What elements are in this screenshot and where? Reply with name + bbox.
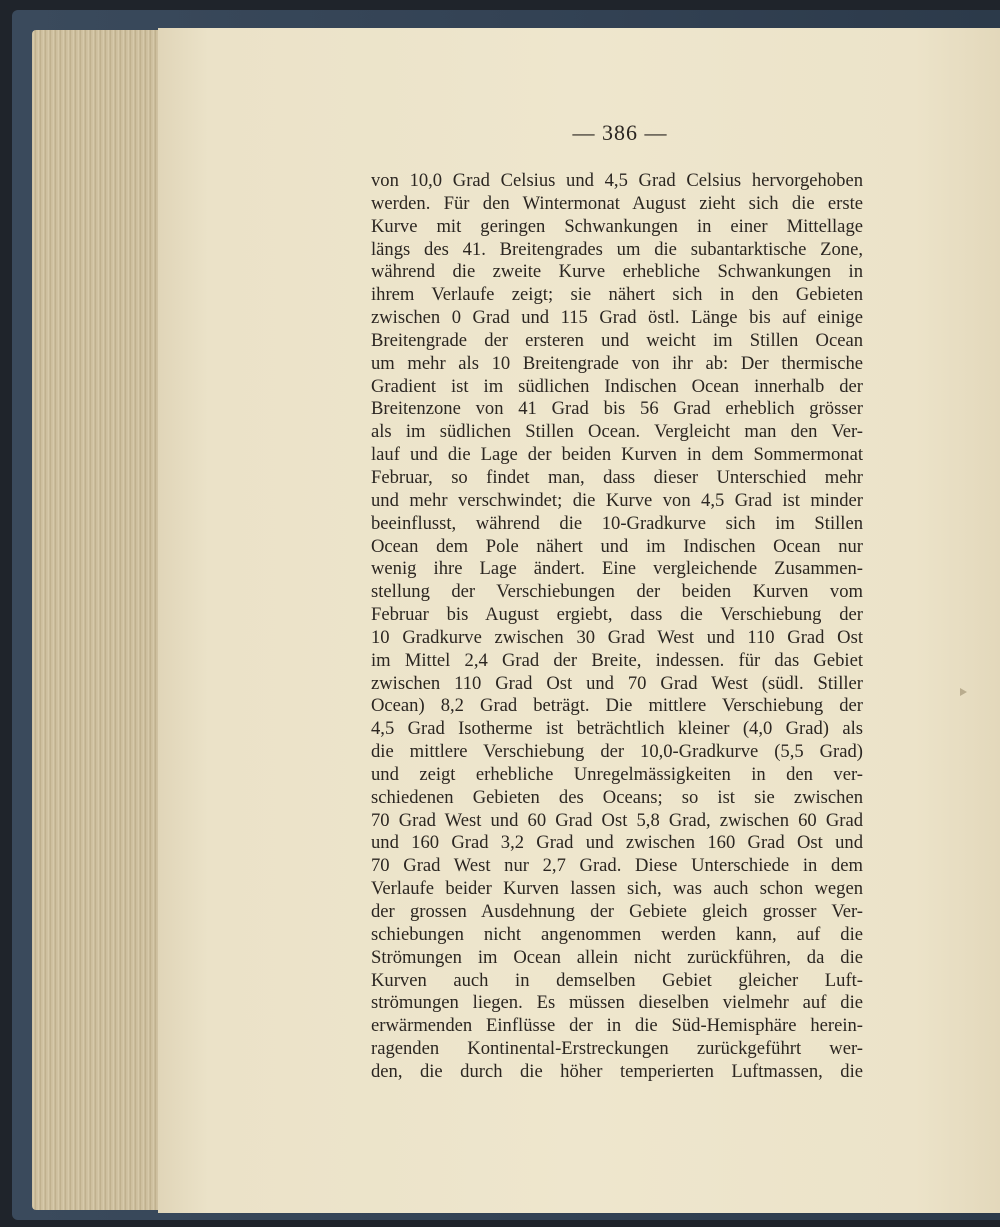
text-line: ragenden Kontinental-Erstreckungen zurückgeführt wer- [371,1038,863,1060]
text-line: Ocean) 8,2 Grad beträgt. Die mittlere Verschiebung der [371,695,863,717]
text-line: Februar, so findet man, dass dieser Unterschied mehr [371,466,863,488]
text-line: Kurven auch in demselben Gebiet gleicher Luft- [371,969,863,991]
text-line: Strömungen im Ocean allein nicht zurückführen, da die [371,946,863,968]
text-line: von 10,0 Grad Celsius und 4,5 Grad Celsius hervorgehoben [371,170,863,191]
text-line: Breitengrade der ersteren und weicht im Stillen Ocean [371,329,863,351]
text-line: zwischen 0 Grad und 115 Grad östl. Länge bis auf einige [371,307,863,329]
text-line: stellung der Verschiebungen der beiden Kurven vom [371,581,863,603]
text-line: Breitenzone von 41 Grad bis 56 Grad erheblich grösser [371,398,863,420]
text-line: 10 Gradkurve zwischen 30 Grad West und 110 Grad Ost [371,626,863,648]
text-line: und 160 Grad 3,2 Grad und zwischen 160 Grad Ost und [371,832,863,854]
text-line: während die zweite Kurve erhebliche Schwankungen in [371,261,863,283]
text-line: den, die durch die höher temperierten Luftmassen, die [371,1060,863,1082]
text-line: Februar bis August ergiebt, dass die Verschiebung der [371,604,863,626]
text-line: 70 Grad West nur 2,7 Grad. Diese Unterschiede in dem [371,855,863,877]
text-line: erwärmenden Einflüsse der in die Süd-Hemisphäre herein- [371,1015,863,1037]
text-line: Ocean dem Pole nähert und im Indischen Ocean nur [371,535,863,557]
text-line: lauf und die Lage der beiden Kurven in dem Sommermonat [371,444,863,466]
text-line: wenig ihre Lage ändert. Eine vergleichende Zusammen- [371,558,863,580]
body-text [371,170,863,1084]
text-line: schiedenen Gebieten des Oceans; so ist sie zwischen [371,786,863,808]
text-line: beeinflusst, während die 10-Gradkurve sich im Stillen [371,512,863,534]
text-line: als im südlichen Stillen Ocean. Vergleicht man den Ver- [371,421,863,443]
text-line: Gradient ist im südlichen Indischen Ocean innerhalb der [371,375,863,397]
text-line: Kurve mit geringen Schwankungen in einer Mittellage [371,215,863,237]
text-line: zwischen 110 Grad Ost und 70 Grad West (südl. Stiller [371,672,863,694]
text-line: um mehr als 10 Breitengrade von ihr ab: Der thermische [371,352,863,374]
page-number: — 386 — [572,120,668,145]
text-line: ihrem Verlaufe zeigt; sie nähert sich in den Gebieten [371,284,863,306]
text-line: und mehr verschwindet; die Kurve von 4,5 Grad ist minder [371,489,863,511]
text-line: 4,5 Grad Isotherme ist beträchtlich kleiner (4,0 Grad) als [371,718,863,740]
text-line: die mittlere Verschiebung der 10,0-Gradkurve (5,5 Grad) [371,741,863,763]
text-line: längs des 41. Breitengrades um die subantarktische Zone, [371,238,863,260]
text-line: 70 Grad West und 60 Grad Ost 5,8 Grad, zwischen 60 Grad [371,809,863,831]
text-line: im Mittel 2,4 Grad der Breite, indessen. für das Gebiet [371,649,863,671]
text-line: werden. Für den Wintermonat August zieht sich die erste [371,192,863,214]
text-line: strömungen liegen. Es müssen dieselben vielmehr auf die [371,992,863,1014]
text-line: der grossen Ausdehnung der Gebiete gleich grosser Ver- [371,901,863,922]
text-line: schiebungen nicht angenommen werden kann, auf die [371,923,863,945]
page-edges [32,30,162,1210]
text-line: Verlaufe beider Kurven lassen sich, was auch schon wegen [371,878,863,900]
text-line: und zeigt erhebliche Unregelmässigkeiten in den ver- [371,763,863,785]
margin-mark [960,688,967,696]
